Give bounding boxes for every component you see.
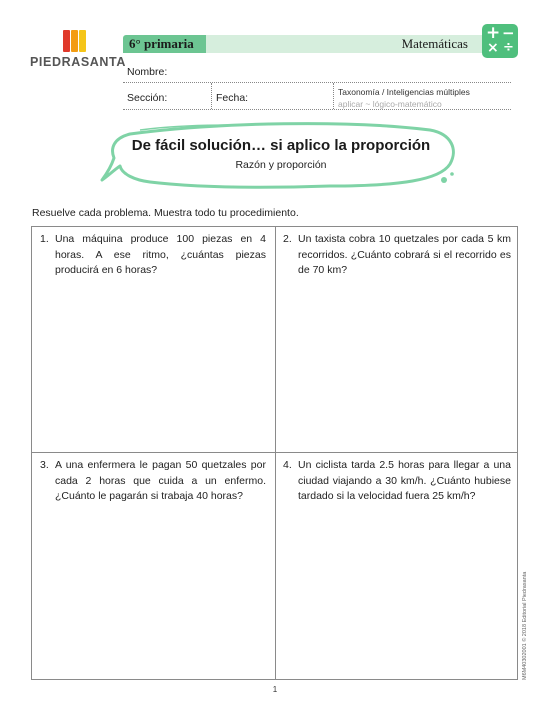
problem-number: 4. xyxy=(283,459,292,471)
subject-label: Matemáticas xyxy=(401,36,468,51)
problem-number: 1. xyxy=(40,233,49,245)
math-operations-icon xyxy=(482,24,518,58)
problem-3 xyxy=(40,458,266,518)
minus-icon: − xyxy=(502,24,515,42)
problem-text: Un ciclista tarda 2.5 horas para llegar a una ciudad viajando a 30 km/h. ¿Cuánto hubiese tardado si la velocidad fuera 25 km/h? xyxy=(298,459,511,502)
book-logo-icon xyxy=(63,30,87,54)
section-label: Sección: xyxy=(127,92,168,104)
problem-text: Una máquina produce 100 piezas en 4 horas. A ese ritmo, ¿cuántas piezas producirá en 6 horas? xyxy=(55,233,266,276)
problem-number: 3. xyxy=(40,459,49,471)
piedrasanta-logo xyxy=(30,30,126,74)
grid-horizontal-divider xyxy=(31,452,518,453)
worksheet-subtitle: Razón y proporción xyxy=(235,159,327,171)
worksheet-title: De fácil solución… si aplico la proporción xyxy=(131,137,431,154)
section-line xyxy=(123,109,511,110)
problem-1 xyxy=(40,232,266,292)
date-label: Fecha: xyxy=(216,92,249,104)
grid-vertical-divider xyxy=(275,226,276,680)
name-line xyxy=(123,82,511,83)
date-divider xyxy=(333,83,334,109)
problem-text: A una enfermera le pagan 50 quetzales por cada 2 horas que cuida a un enfermo. ¿Cuánto le pagarán si trabaja 40 horas? xyxy=(55,459,266,502)
plus-icon: + xyxy=(486,23,501,43)
times-icon: × xyxy=(487,40,499,56)
brand-name: PIEDRASANTA xyxy=(30,55,126,69)
grade-bar xyxy=(123,35,206,53)
page-number: 1 xyxy=(272,685,278,694)
subject-bar xyxy=(206,35,482,53)
title-bubble xyxy=(100,120,460,195)
problem-text: Un taxista cobra 10 quetzales por cada 5 km recorridos. ¿Cuánto cobrará si el recorrido es de 70 km? xyxy=(298,233,511,276)
divide-icon: ÷ xyxy=(503,40,514,55)
problem-number: 2. xyxy=(283,233,292,245)
name-label: Nombre: xyxy=(127,66,168,78)
problem-4 xyxy=(283,458,511,518)
instructions-text: Resuelve cada problema. Muestra todo tu procedimiento. xyxy=(32,207,299,219)
taxonomy-label: Taxonomía / Inteligencias múltiples xyxy=(338,87,470,97)
copyright-code: M6M40302001 © 2018 Editorial Piedrasanta xyxy=(522,571,528,680)
taxonomy-value: aplicar ~ lógico-matemático xyxy=(338,99,442,109)
section-divider xyxy=(211,83,212,109)
problem-2 xyxy=(283,232,511,292)
grade-label: 6° primaria xyxy=(129,36,194,51)
